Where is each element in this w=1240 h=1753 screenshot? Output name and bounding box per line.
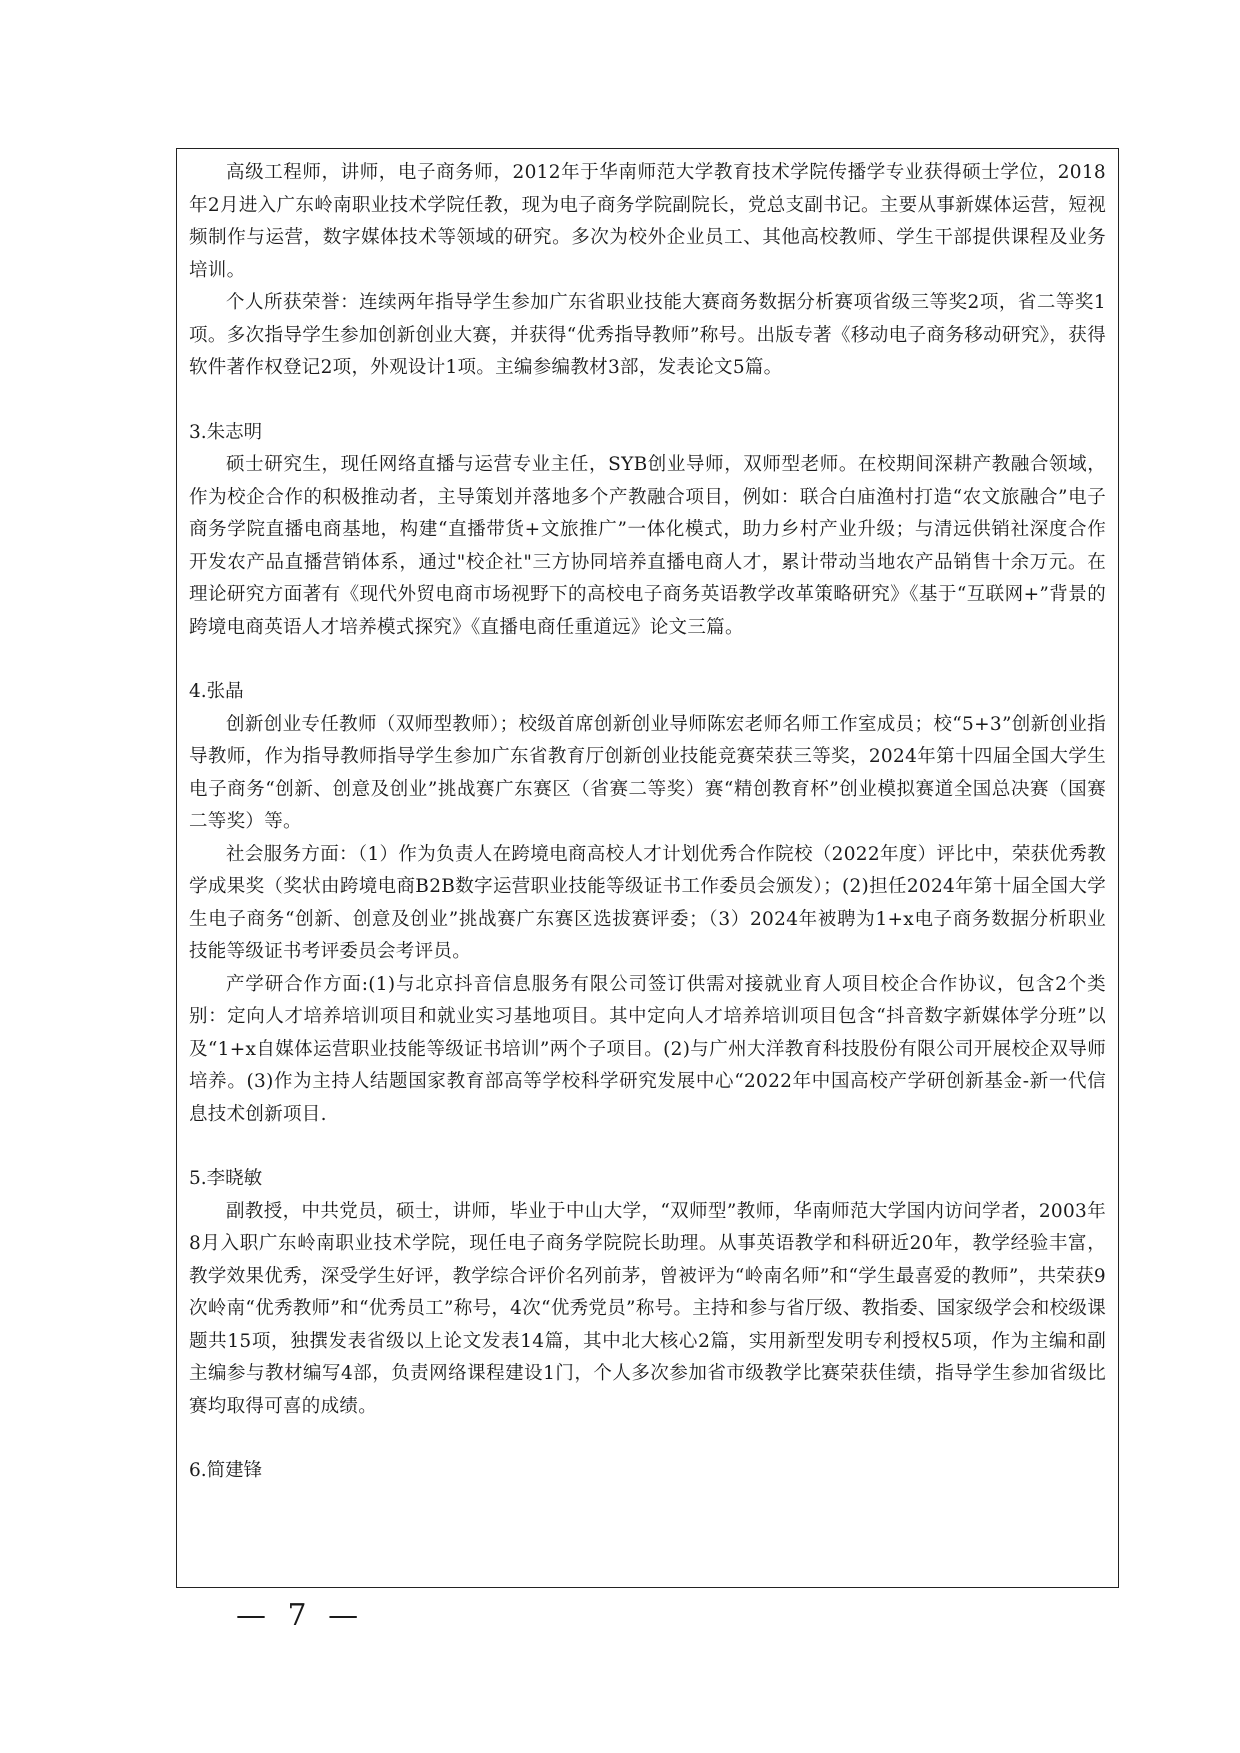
spacer [189, 1423, 1106, 1455]
spacer [189, 644, 1106, 676]
person-body-4-service: 社会服务方面：（1）作为负责人在跨境电商高校人才计划优秀合作院校（2022年度）评比中，荣获优秀教学成果奖（奖状由跨境电商B2B数字运营职业技能等级证书工作委员会颁发）；(2)担任2024年第十届全国大学生电子商务“创新、创意及创业”挑战赛广东赛区选拔赛评委；（3）2024年被聘为1+x电子商务数据分析职业技能等级证书考评委员会考评员。 [189, 843, 1106, 962]
person-body-4-honors: 创新创业专任教师（双师型教师）；校级首席创新创业导师陈宏老师名师工作室成员；校“5+3”创新创业指导教师，作为指导教师指导学生参加广东省教育厅创新创业技能竞赛荣获三等奖，2024年第十四届全国大学生电子商务“创新、创意及创业”挑战赛广东赛区（省赛二等奖）赛“精创教育杯”创业模拟赛道全国总决赛（国赛二等奖）等。 [189, 713, 1106, 832]
page-number: — 7 — [236, 1598, 365, 1633]
person-body-5: 副教授，中共党员，硕士，讲师，毕业于中山大学，“双师型”教师，华南师范大学国内访问学者，2003年8月入职广东岭南职业技术学院，现任电子商务学院院长助理。从事英语教学和科研近20年，教学经验丰富，教学效果优秀，深受学生好评，教学综合评价名列前茅，曾被评为“岭南名师”和“学生最喜爱的教师”，共荣获9次岭南“优秀教师”和“优秀员工”称号，4次“优秀党员”称号。主持和参与省厅级、教指委、国家级学会和校级课题共15项，独撰发表省级以上论文发表14篇，其中北大核心2篇，实用新型发明专利授权5项，作为主编和副主编参与教材编写4部，负责网络课程建设1门，个人多次参加省市级教学比赛荣获佳绩，指导学生参加省级比赛均取得可喜的成绩。 [189, 1200, 1106, 1417]
spacer [189, 1131, 1106, 1163]
content-frame [176, 148, 1119, 1588]
person-heading-6: 6.简建锋 [189, 1460, 263, 1481]
intro-paragraph-1: 高级工程师，讲师，电子商务师，2012年于华南师范大学教育技术学院传播学专业获得硕士学位，2018年2月进入广东岭南职业技术学院任教，现为电子商务学院副院长，党总支副书记。主要从事新媒体运营，短视频制作与运营，数字媒体技术等领域的研究。多次为校外企业员工、其他高校教师、学生干部提供课程及业务培训。 [189, 162, 1106, 281]
spacer [189, 385, 1106, 417]
intro-paragraph-2: 个人所获荣誉：连续两年指导学生参加广东省职业技能大赛商务数据分析赛项省级三等奖2项，省二等奖1项。多次指导学生参加创新创业大赛，并获得“优秀指导教师”称号。出版专著《移动电子商务移动研究》，获得软件著作权登记2项，外观设计1项。主编参编教材3部，发表论文5篇。 [189, 292, 1106, 378]
person-heading-3: 3.朱志明 [189, 421, 263, 443]
person-body-4-cooperation: 产学研合作方面:(1)与北京抖音信息服务有限公司签订供需对接就业育人项目校企合作协议，包含2个类别：定向人才培养培训项目和就业实习基地项目。其中定向人才培养培训项目包含“抖音数字新媒体学分班”以及“1+x自媒体运营职业技能等级证书培训”两个子项目。(2)与广州大洋教育科技股份有限公司开展校企双导师培养。(3)作为主持人结题国家教育部高等学校科学研究发展中心“2022年中国高校产学研创新基金-新一代信息技术创新项目. [189, 973, 1106, 1125]
person-heading-5: 5.李晓敏 [189, 1168, 263, 1189]
person-heading-4: 4.张晶 [189, 681, 244, 702]
person-body-3: 硕士研究生，现任网络直播与运营专业主任，SYB创业导师，双师型老师。在校期间深耕产教融合领域，作为校企合作的积极推动者，主导策划并落地多个产教融合项目，例如：联合白庙渔村打造“农文旅融合”电子商务学院直播电商基地，构建“直播带货+文旅推广”一体化模式，助力乡村产业升级；与清远供销社深度合作开发农产品直播营销体系，通过"校企社"三方协同培养直播电商人才，累计带动当地农产品销售十余万元。在理论研究方面著有《现代外贸电商市场视野下的高校电子商务英语教学改革策略研究》《基于“互联网+”背景的跨境电商英语人才培养模式探究》《直播电商任重道远》论文三篇。 [189, 454, 1106, 638]
